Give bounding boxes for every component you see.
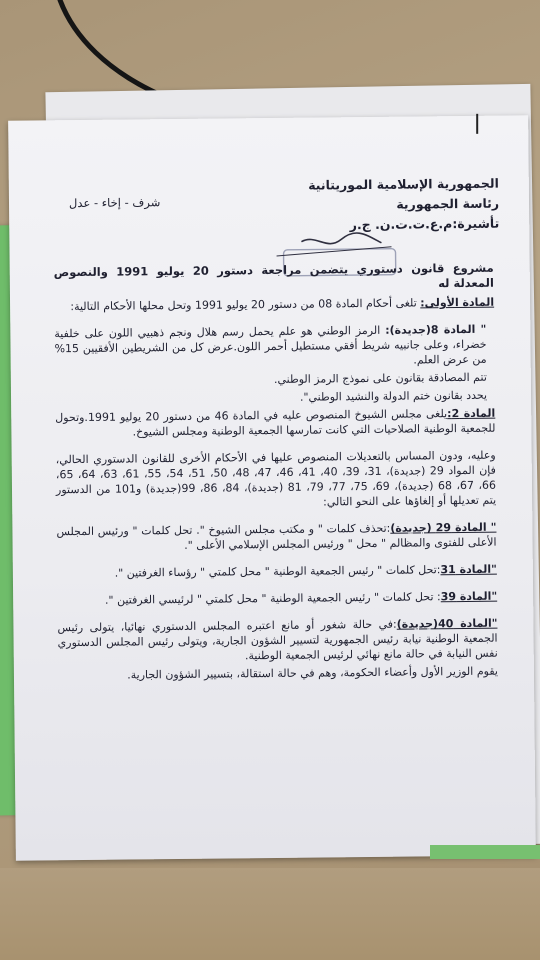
article-8-line2: تتم المصادقة بقانون على نموذج الرمز الوطني. — [273, 370, 487, 386]
article-8-label: " المادة 8(جديدة): — [385, 322, 487, 337]
article-39-label: "المادة 39 — [440, 589, 498, 604]
presidency-name: رئاسة الجمهورية — [396, 195, 500, 212]
article-8-block — [54, 322, 495, 408]
article-39 — [57, 589, 497, 609]
visa-line: تأشيرة:م.ع.ت.ت.ن. ج.ر — [349, 215, 500, 233]
article-29 — [56, 520, 496, 555]
article-8-line3: يحدد بقانون ختم الدولة والنشيد الوطني". — [299, 388, 488, 404]
article-40-text: :في حالة شغور أو مانع اعتبره المجلس الدستوري نهائيا، يتولى رئيس الجمعية الوطنية نيابة رئيس الجمهورية لتسيير الشؤون الجارية، ويتولى رئيس المجلس الدستوري نفس النيابة في حالة مانع نهائي لرئيس الجمعية الوطنية. — [57, 617, 498, 663]
table-surface — [0, 868, 540, 960]
amendments-paragraph: وعليه، ودون المساس بالتعديلات المنصوص عليها في الأحكام الأخرى للقانون الدستوري الحالي، فإن المواد 29 (جديدة)، 31، 39، 40، 41، 46، 47، 48، 50، 51، 54، 55، 61، 63، 64، 65، 66، 67، 68 (جديدة)، 69، 75، 77، 79، 81 (جديدة)، 84، 86، 99(جديدة) و101 من الدستور يتم تعديلها أو إلغاؤها على النحو التالي: — [55, 448, 497, 509]
document-title: مشروع قانون دستوري يتضمن مراجعة دستور 20 يوليو 1991 والنصوص المعدلة له — [53, 260, 494, 291]
article-29-label: " المادة 29 (جديدة) — [390, 520, 497, 535]
page-mark — [476, 114, 478, 134]
national-motto: شرف - إخاء - عدل — [68, 195, 161, 211]
article-39-text: : تحل كلمات " رئيس الجمعية الوطنية " محل كلمتي " لرئيسي الغرفتين ". — [104, 590, 441, 607]
article-31-text: :تحل كلمات " رئيس الجمعية الوطنية " محل كلمتي " رؤساء الغرفتين ". — [114, 563, 441, 580]
article-1-text: تلغى أحكام المادة 08 من دستور 20 يوليو 1991 وتحل محلها الأحكام التالية: — [70, 296, 421, 314]
article-40 — [57, 616, 497, 666]
article-31-label: "المادة 31 — [440, 562, 497, 577]
article-8-text: الرمز الوطني هو علم يحمل رسم هلال ونجم ذهبيي اللون على خلفية خضراء، وعلى جانبيه شريط أفقي مستطيل أحمر اللون.عرض كل من الشريطين الأفقيين 15% من عرض العلم. — [54, 323, 487, 367]
article-2 — [55, 406, 495, 441]
republic-name: الجمهورية الإسلامية الموريتانية — [308, 175, 499, 193]
article-31 — [57, 562, 497, 582]
document-body — [54, 261, 498, 687]
article-1 — [54, 295, 494, 315]
article-2-label: المادة 2: — [447, 406, 496, 421]
article-2-text: يلغى مجلس الشيوخ المنصوص عليه في المادة 46 من دستور 20 يوليو 1991.وتحول للجمعية الوطنية الصلاحيات التي كانت تمارسها الجمعية الوطنية ومجلس الشيوخ. — [55, 407, 496, 439]
green-folder-edge — [430, 845, 540, 859]
letterhead — [308, 174, 499, 236]
article-40-label: "المادة 40(جديدة) — [396, 616, 498, 631]
article-1-label: المادة الأولى: — [420, 295, 495, 310]
document-page — [8, 115, 536, 860]
article-29-text: :تحذف كلمات " و مكتب مجلس الشيوخ ". تحل كلمات " ورئيس المجلس الأعلى للفتوى والمظالم " محل " ورئيس المجلس الإسلامي الأعلى ". — [56, 521, 497, 552]
article-40-line2: يقوم الوزير الأول وأعضاء الحكومة، وهم في حالة استقالة، بتسيير الشؤون الجارية. — [127, 664, 498, 682]
